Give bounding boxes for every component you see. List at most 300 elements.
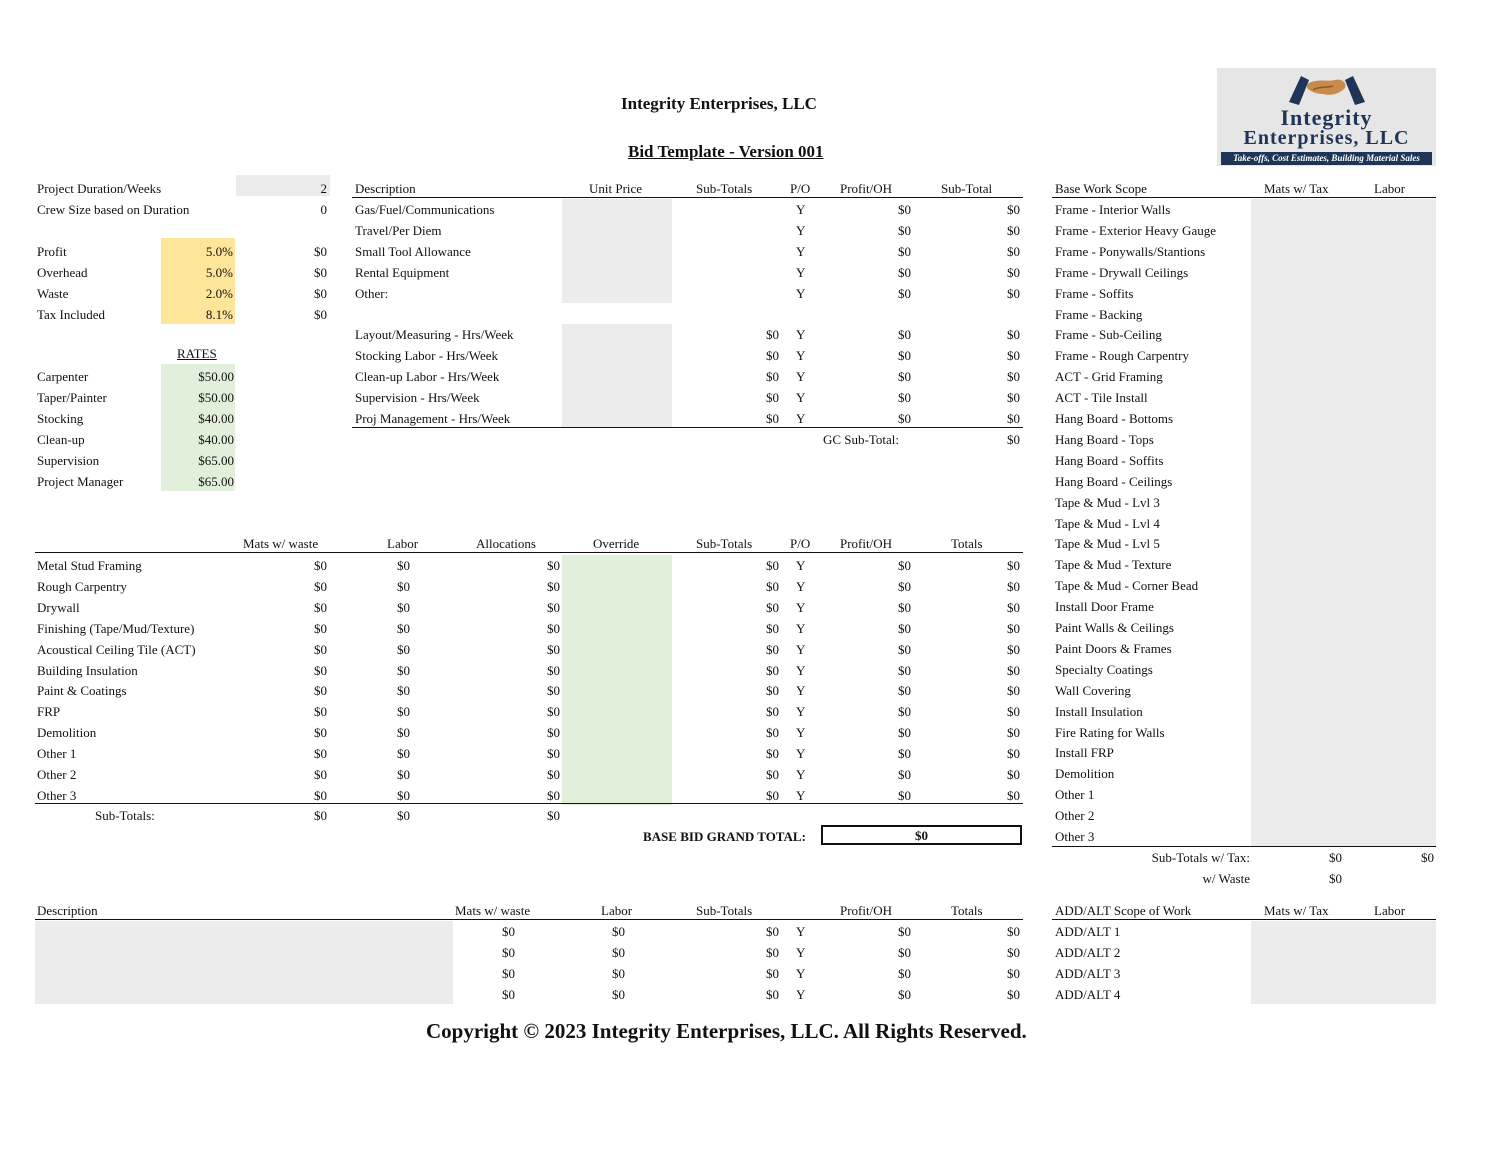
trades-subtotal-alloc: $0: [547, 808, 560, 823]
alt-description-input[interactable]: [35, 963, 453, 984]
scope-row: [1040, 262, 1440, 283]
gc-description: Stocking Labor - Hrs/Week: [355, 348, 498, 363]
alt-col-mats: Mats w/ waste: [455, 903, 531, 918]
rate-value[interactable]: $40.00: [198, 432, 234, 447]
rate-label: Clean-up: [37, 432, 85, 447]
trade-labor: $0: [397, 746, 410, 762]
alt-scope-input[interactable]: [1251, 942, 1436, 963]
gc-description: Rental Equipment: [355, 265, 450, 280]
markup-amount: $0: [314, 307, 327, 322]
scope-row: [1040, 324, 1440, 345]
scope-item-label: Specialty Coatings: [1055, 661, 1153, 677]
gc-sub-total: $0: [766, 390, 779, 405]
scope-row: [1040, 554, 1440, 575]
trade-allocations: $0: [547, 578, 560, 594]
trade-po: Y: [796, 620, 806, 636]
trade-total: $0: [1007, 787, 1020, 803]
trade-sub-total: $0: [766, 725, 779, 741]
gc-row: [0, 387, 1030, 408]
scope-item-input[interactable]: [1251, 680, 1436, 701]
markup-label: Tax Included: [37, 307, 106, 322]
alt-description-input[interactable]: [35, 942, 453, 963]
gc-row: [0, 220, 1030, 241]
duration-value[interactable]: 2: [320, 181, 327, 196]
gc-po: Y: [796, 265, 806, 280]
rate-value[interactable]: $50.00: [198, 390, 234, 405]
gc-profit: $0: [898, 390, 911, 405]
rate-row: [0, 471, 340, 492]
trade-override-input[interactable]: [562, 680, 672, 701]
template-title: Bid Template - Version 001: [628, 142, 824, 161]
gc-col-unit-price: Unit Price: [589, 181, 643, 196]
trade-po: Y: [796, 599, 806, 615]
trade-label: Acoustical Ceiling Tile (ACT): [37, 641, 196, 657]
scope-item-label: Other 3: [1055, 829, 1095, 844]
scope-header-row: [1040, 178, 1440, 199]
alt-description-input[interactable]: [35, 921, 453, 942]
trade-allocations: $0: [547, 641, 560, 657]
trade-allocations: $0: [547, 558, 560, 573]
markup-amount: $0: [314, 244, 327, 259]
trade-sub-total: $0: [766, 683, 779, 699]
gc-description: Supervision - Hrs/Week: [355, 390, 480, 405]
scope-row: [1040, 805, 1440, 826]
alt-labor: $0: [612, 966, 625, 981]
scope-item-input[interactable]: [1251, 742, 1436, 763]
scope-subtotal-row: [1040, 847, 1440, 868]
trade-allocations: $0: [547, 599, 560, 615]
company-title: Integrity Enterprises, LLC: [621, 94, 817, 113]
trade-profit: $0: [898, 578, 911, 594]
trade-label: FRP: [37, 704, 61, 720]
gc-unit-price-input[interactable]: [562, 408, 672, 429]
alt-sub-total: $0: [766, 945, 779, 960]
trade-allocations: $0: [547, 620, 560, 636]
gc-row: [0, 345, 1030, 366]
alt-scope-input[interactable]: [1251, 984, 1436, 1005]
scope-item-input[interactable]: [1251, 408, 1436, 429]
rate-row: [0, 450, 340, 471]
scope-item-input[interactable]: [1251, 554, 1436, 575]
alt-po: Y: [796, 945, 806, 960]
trade-labor: $0: [397, 599, 410, 615]
scope-subtotal-mats: $0: [1329, 850, 1342, 865]
alt-col-scope: ADD/ALT Scope of Work: [1055, 903, 1192, 918]
trade-override-input[interactable]: [562, 743, 672, 764]
rates-header: RATES: [177, 346, 217, 361]
trade-row: [0, 722, 1030, 743]
trade-row: [0, 660, 1030, 681]
trade-allocations: $0: [547, 725, 560, 741]
scope-item-input[interactable]: [1251, 199, 1436, 220]
alt-po: Y: [796, 966, 806, 981]
gc-total: $0: [1007, 244, 1020, 259]
trade-label: Other 1: [37, 746, 77, 762]
gc-total: $0: [1007, 369, 1020, 384]
scope-item-label: Tape & Mud - Texture: [1055, 557, 1172, 573]
scope-item-input[interactable]: [1251, 471, 1436, 492]
alt-header-row: [0, 900, 1440, 921]
scope-item-label: Frame - Sub-Ceiling: [1055, 327, 1162, 343]
gc-profit: $0: [898, 348, 911, 363]
trade-sub-total: $0: [766, 620, 779, 636]
gc-profit: $0: [898, 202, 911, 217]
scope-item-input[interactable]: [1251, 638, 1436, 659]
rate-label: Taper/Painter: [37, 390, 107, 405]
gc-profit: $0: [898, 369, 911, 384]
trades-col-labor: Labor: [387, 536, 419, 551]
alt-row: [0, 942, 1440, 963]
alt-total: $0: [1007, 987, 1020, 1002]
trade-profit: $0: [898, 599, 911, 615]
trade-override-input[interactable]: [562, 722, 672, 743]
alt-profit: $0: [898, 987, 911, 1002]
trade-override-input[interactable]: [562, 555, 672, 576]
gc-unit-price-input[interactable]: [562, 387, 672, 408]
scope-row: [1040, 366, 1440, 387]
trades-header-row: [0, 533, 1030, 554]
logo-line-1: Integrity: [1280, 105, 1373, 130]
trades-col-mats: Mats w/ waste: [243, 536, 319, 551]
scope-item-label: Hang Board - Ceilings: [1055, 473, 1173, 489]
scope-item-label: Tape & Mud - Lvl 4: [1055, 515, 1160, 531]
trade-profit: $0: [898, 641, 911, 657]
gc-total: $0: [1007, 348, 1020, 363]
scope-row: [1040, 575, 1440, 596]
trade-mats: $0: [314, 641, 327, 657]
scope-item-label: ACT - Tile Install: [1055, 390, 1148, 406]
trade-labor: $0: [397, 683, 410, 699]
alt-labor: $0: [612, 945, 625, 960]
logo-tagline: Take-offs, Cost Estimates, Building Material Sales: [1221, 152, 1432, 165]
trade-po: Y: [796, 683, 806, 699]
duration-label: Project Duration/Weeks: [37, 181, 162, 196]
trade-sub-total: $0: [766, 641, 779, 657]
gc-total: $0: [1007, 223, 1020, 238]
gc-unit-price-input[interactable]: [562, 366, 672, 387]
trade-labor: $0: [397, 787, 410, 803]
trade-sub-total: $0: [766, 704, 779, 720]
gc-po: Y: [796, 369, 806, 384]
scope-waste-value: $0: [1329, 871, 1342, 886]
scope-item-label: Install FRP: [1055, 745, 1114, 761]
trades-subtotal-row: [0, 805, 600, 826]
trade-override-input[interactable]: [562, 764, 672, 785]
gc-total: $0: [1007, 265, 1020, 280]
trade-profit: $0: [898, 704, 911, 720]
scope-item-input[interactable]: [1251, 450, 1436, 471]
trade-total: $0: [1007, 558, 1020, 573]
trade-allocations: $0: [547, 746, 560, 762]
scope-item-label: Demolition: [1055, 766, 1115, 782]
alt-scope-input[interactable]: [1251, 963, 1436, 984]
alt-row: [0, 921, 1440, 942]
gc-row: [0, 366, 1030, 387]
scope-item-label: Install Insulation: [1055, 703, 1143, 719]
gc-row: [0, 408, 1030, 429]
scope-item-label: Frame - Exterior Heavy Gauge: [1055, 222, 1216, 238]
rate-value[interactable]: $65.00: [198, 453, 234, 468]
trade-sub-total: $0: [766, 578, 779, 594]
scope-item-input[interactable]: [1251, 701, 1436, 722]
alt-mats: $0: [502, 945, 515, 960]
rate-label: Carpenter: [37, 369, 89, 384]
trade-labor: $0: [397, 725, 410, 741]
trade-override-input[interactable]: [562, 660, 672, 681]
scope-item-label: Frame - Drywall Ceilings: [1055, 264, 1189, 280]
rate-label: Supervision: [37, 453, 100, 468]
gc-subtotal-row: [0, 429, 1030, 450]
gc-sub-total: $0: [766, 369, 779, 384]
trade-mats: $0: [314, 662, 327, 678]
scope-item-label: Frame - Rough Carpentry: [1055, 348, 1189, 364]
scope-item-input[interactable]: [1251, 763, 1436, 784]
trade-labor: $0: [397, 558, 410, 573]
scope-item-input[interactable]: [1251, 429, 1436, 450]
trade-row: [0, 576, 1030, 597]
scope-item-label: Other 1: [1055, 787, 1095, 803]
gc-description: Small Tool Allowance: [355, 244, 471, 259]
scope-item-input[interactable]: [1251, 304, 1436, 325]
scope-row: [1040, 429, 1440, 450]
alt-labor: $0: [612, 987, 625, 1002]
trade-profit: $0: [898, 746, 911, 762]
trade-override-input[interactable]: [562, 618, 672, 639]
alt-col-profit: Profit/OH: [840, 903, 892, 918]
scope-item-label: Wall Covering: [1055, 682, 1131, 698]
trade-row: [0, 597, 1030, 618]
scope-item-input[interactable]: [1251, 617, 1436, 638]
scope-item-input[interactable]: [1251, 492, 1436, 513]
gc-unit-price-input[interactable]: [562, 220, 672, 241]
trade-mats: $0: [314, 725, 327, 741]
alt-col-scope-mats: Mats w/ Tax: [1264, 903, 1329, 918]
scope-item-input[interactable]: [1251, 262, 1436, 283]
trade-override-input[interactable]: [562, 597, 672, 618]
gc-unit-price-input[interactable]: [562, 241, 672, 262]
trade-row: [0, 555, 1030, 576]
handshake-icon: [1287, 72, 1367, 106]
scope-item-label: Fire Rating for Walls: [1055, 724, 1165, 740]
gc-unit-price-input[interactable]: [562, 324, 672, 345]
scope-item-input[interactable]: [1251, 324, 1436, 345]
scope-item-label: Hang Board - Tops: [1055, 431, 1154, 447]
scope-item-label: ACT - Grid Framing: [1055, 369, 1163, 385]
gc-profit: $0: [898, 223, 911, 238]
scope-row: [1040, 784, 1440, 805]
trade-mats: $0: [314, 787, 327, 803]
trade-po: Y: [796, 767, 806, 782]
scope-item-input[interactable]: [1251, 533, 1436, 554]
alt-mats: $0: [502, 924, 515, 939]
alt-labor: $0: [612, 924, 625, 939]
trade-mats: $0: [314, 746, 327, 762]
trade-label: Drywall: [37, 599, 80, 615]
gc-profit: $0: [898, 244, 911, 259]
alt-scope-header-rule: [1052, 919, 1436, 920]
alt-description-input[interactable]: [35, 984, 453, 1005]
gc-po: Y: [796, 223, 806, 238]
gc-subtotal-value: $0: [1007, 432, 1020, 447]
markup-label: Waste: [37, 286, 69, 301]
trade-label: Other 3: [37, 787, 77, 803]
scope-row: [1040, 345, 1440, 366]
gc-profit: $0: [898, 327, 911, 342]
trades-col-totals: Totals: [951, 536, 983, 551]
scope-col-mats: Mats w/ Tax: [1264, 181, 1329, 196]
markup-percent[interactable]: 5.0%: [205, 244, 233, 259]
gc-row: [0, 241, 1030, 262]
trade-allocations: $0: [547, 662, 560, 678]
alt-scope-label: ADD/ALT 3: [1055, 966, 1121, 981]
alt-col-labor: Labor: [601, 903, 633, 918]
scope-item-input[interactable]: [1251, 596, 1436, 617]
trades-col-override: Override: [593, 536, 640, 551]
trade-label: Paint & Coatings: [37, 683, 127, 699]
scope-item-input[interactable]: [1251, 345, 1436, 366]
alt-col-scope-labor: Labor: [1374, 903, 1406, 918]
trade-override-input[interactable]: [562, 639, 672, 660]
trade-total: $0: [1007, 767, 1020, 782]
trade-profit: $0: [898, 787, 911, 803]
scope-item-input[interactable]: [1251, 805, 1436, 826]
trade-profit: $0: [898, 683, 911, 699]
alt-scope-label: ADD/ALT 4: [1055, 987, 1121, 1002]
alt-header-rule: [35, 919, 1023, 920]
markup-percent[interactable]: 5.0%: [205, 265, 233, 280]
scope-waste-label: w/ Waste: [1202, 871, 1250, 886]
alt-profit: $0: [898, 945, 911, 960]
alt-sub-total: $0: [766, 924, 779, 939]
rate-value[interactable]: $40.00: [198, 411, 234, 426]
logo-line-2: Enterprises, LLC: [1243, 127, 1410, 149]
trade-labor: $0: [397, 767, 410, 782]
trade-po: Y: [796, 725, 806, 741]
trade-label: Rough Carpentry: [37, 578, 127, 594]
scope-item-input[interactable]: [1251, 387, 1436, 408]
gc-profit: $0: [898, 265, 911, 280]
gc-po: Y: [796, 411, 806, 426]
trade-total: $0: [1007, 662, 1020, 678]
trade-mats: $0: [314, 620, 327, 636]
scope-row: [1040, 199, 1440, 220]
alt-po: Y: [796, 924, 806, 939]
trades-subtotal-mats: $0: [314, 808, 327, 823]
scope-item-input[interactable]: [1251, 575, 1436, 596]
scope-item-label: Hang Board - Bottoms: [1055, 411, 1174, 426]
scope-row: [1040, 408, 1440, 429]
markup-percent[interactable]: 2.0%: [205, 286, 233, 301]
trade-total: $0: [1007, 641, 1020, 657]
scope-col-scope: Base Work Scope: [1055, 181, 1147, 196]
trades-subtotal-labor: $0: [397, 808, 410, 823]
scope-row: [1040, 513, 1440, 534]
scope-item-label: Paint Walls & Ceilings: [1055, 620, 1174, 635]
trade-label: Building Insulation: [37, 662, 138, 678]
gc-col-sub-total: Sub-Total: [941, 181, 993, 196]
gc-row: [0, 324, 1030, 345]
trade-allocations: $0: [547, 767, 560, 782]
scope-item-label: Frame - Interior Walls: [1055, 202, 1171, 217]
gc-bottom-rule: [352, 427, 1023, 428]
trade-po: Y: [796, 704, 806, 720]
trade-total: $0: [1007, 746, 1020, 762]
scope-subtotal-label: Sub-Totals w/ Tax:: [1151, 850, 1250, 865]
scope-item-input[interactable]: [1251, 220, 1436, 241]
gc-col-profit: Profit/OH: [840, 181, 892, 196]
gc-unit-price-input[interactable]: [562, 283, 672, 304]
scope-row: [1040, 492, 1440, 513]
gc-row: [0, 262, 1030, 283]
alt-col-totals: Totals: [951, 903, 983, 918]
trade-sub-total: $0: [766, 599, 779, 615]
trade-row: [0, 618, 1030, 639]
alt-mats: $0: [502, 966, 515, 981]
scope-item-input[interactable]: [1251, 784, 1436, 805]
gc-header-rule: [352, 197, 1023, 198]
alt-scope-input[interactable]: [1251, 921, 1436, 942]
trade-label: Metal Stud Framing: [37, 558, 142, 573]
scope-row: [1040, 742, 1440, 763]
trades-col-allocations: Allocations: [476, 536, 536, 551]
scope-row: [1040, 701, 1440, 722]
alt-scope-label: ADD/ALT 1: [1055, 924, 1121, 939]
alt-col-sub-totals: Sub-Totals: [696, 903, 753, 918]
scope-item-input[interactable]: [1251, 722, 1436, 743]
alt-total: $0: [1007, 945, 1020, 960]
gc-total: $0: [1007, 327, 1020, 342]
scope-item-input[interactable]: [1251, 513, 1436, 534]
markup-amount: $0: [314, 286, 327, 301]
trade-override-input[interactable]: [562, 576, 672, 597]
trade-total: $0: [1007, 620, 1020, 636]
trade-sub-total: $0: [766, 767, 779, 782]
gc-unit-price-input[interactable]: [562, 262, 672, 283]
gc-po: Y: [796, 202, 806, 217]
gc-profit: $0: [898, 286, 911, 301]
scope-item-input[interactable]: [1251, 241, 1436, 262]
rate-value[interactable]: $50.00: [198, 369, 234, 384]
scope-item-input[interactable]: [1251, 366, 1436, 387]
company-logo: [1217, 68, 1436, 166]
trade-profit: $0: [898, 767, 911, 782]
trade-mats: $0: [314, 599, 327, 615]
gc-total: $0: [1007, 411, 1020, 426]
gc-unit-price-input[interactable]: [562, 199, 672, 220]
trade-total: $0: [1007, 704, 1020, 720]
trade-row: [0, 743, 1030, 764]
markup-percent[interactable]: 8.1%: [205, 307, 233, 322]
scope-item-label: Hang Board - Soffits: [1055, 452, 1164, 468]
scope-item-input[interactable]: [1251, 826, 1436, 847]
trade-labor: $0: [397, 662, 410, 678]
scope-item-label: Tape & Mud - Corner Bead: [1055, 578, 1199, 594]
scope-item-label: Frame - Soffits: [1055, 285, 1134, 301]
trade-po: Y: [796, 578, 806, 594]
gc-unit-price-input[interactable]: [562, 345, 672, 366]
alt-profit: $0: [898, 966, 911, 981]
gc-total: $0: [1007, 286, 1020, 301]
gc-description: Clean-up Labor - Hrs/Week: [355, 369, 500, 384]
rate-value[interactable]: $65.00: [198, 474, 234, 489]
trade-override-input[interactable]: [562, 701, 672, 722]
gc-sub-total: $0: [766, 411, 779, 426]
trade-row: [0, 764, 1030, 785]
gc-col-sub-totals: Sub-Totals: [696, 181, 753, 196]
scope-item-input[interactable]: [1251, 659, 1436, 680]
trade-total: $0: [1007, 683, 1020, 699]
scope-item-input[interactable]: [1251, 283, 1436, 304]
